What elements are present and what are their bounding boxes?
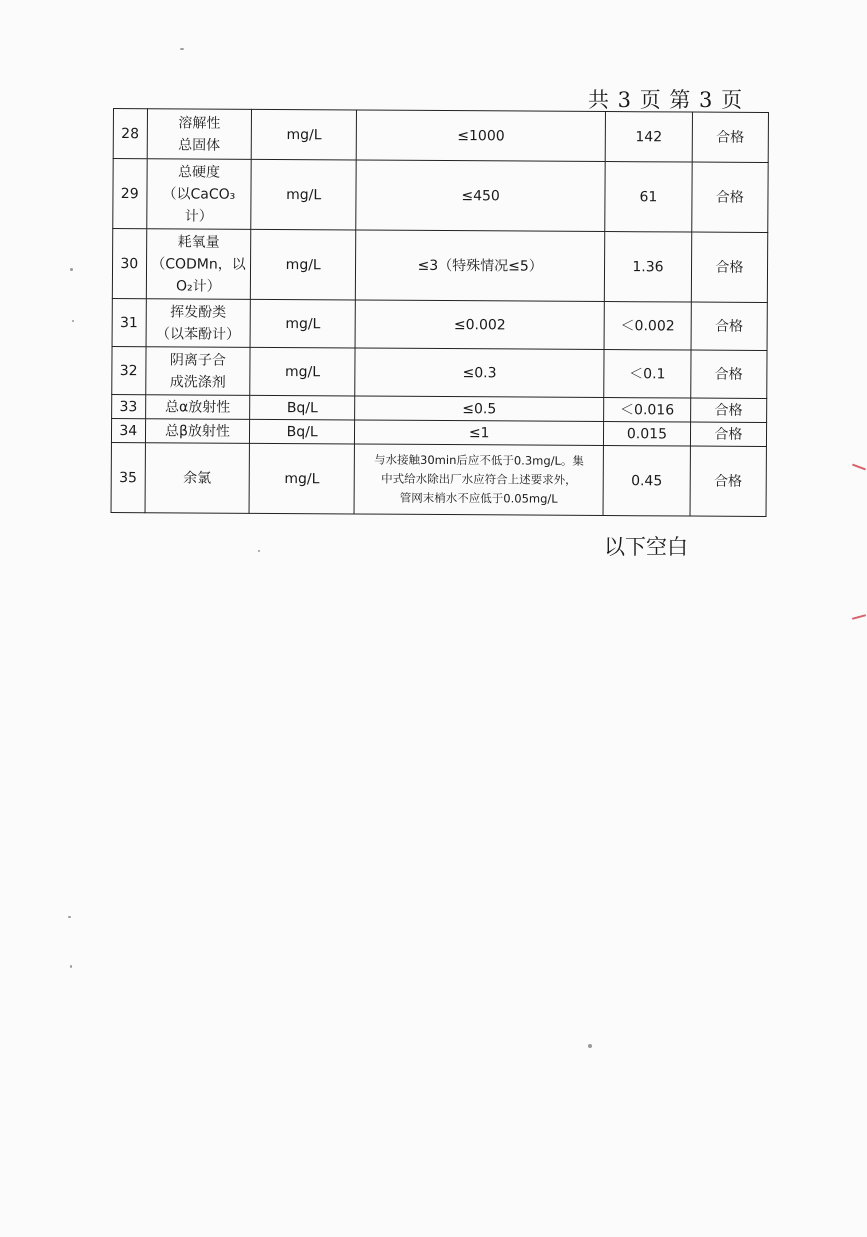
limit-cell [355,396,604,422]
row-number: 33 [112,394,146,418]
test-item [145,395,250,420]
result-cell: 61 [605,162,692,233]
verdict-cell: 合格 [690,446,767,516]
result-cell: ＜0.002 [604,302,691,351]
test-item-line: （CODMn，以 [151,255,246,273]
red-stamp-edge [852,614,866,620]
unit-cell: mg/L [250,299,355,348]
test-results-table [111,108,769,517]
limit-cell [354,444,604,516]
limit-cell-line: 管网末梢水不应低于0.05mg/L [399,490,558,506]
verdict-cell: 合格 [690,422,766,446]
limit-cell-line: ≤1000 [457,127,505,144]
test-item-line: 耗氧量 [177,233,220,251]
test-item [146,159,251,230]
result-cell: 0.45 [603,446,690,517]
limit-cell-line: ≤0.3 [462,364,497,381]
limit-cell-line: ≤3（特殊情况≤5） [417,257,543,275]
table-row [113,159,768,233]
limit-cell-line: ≤0.5 [462,400,497,417]
result-cell: ＜0.016 [604,398,691,423]
unit-cell: mg/L [249,443,354,514]
test-item-line: 成洗涤剂 [169,373,226,391]
red-stamp-edge [852,464,866,471]
row-number: 32 [112,346,146,394]
scan-speck [588,1044,592,1048]
test-item [145,419,250,444]
limit-cell-line: 中式给水除出厂水应符合上述要求外， [381,471,577,487]
limit-cell [356,110,605,162]
verdict-cell: 合格 [690,350,767,398]
table-row [112,346,767,398]
row-number: 30 [112,229,146,299]
limit-cell [355,300,604,350]
test-item [146,229,251,300]
table-row [112,298,767,350]
row-number: 31 [112,298,146,346]
scan-speck [68,916,71,918]
test-item [147,109,252,160]
unit-cell: mg/L [251,229,356,300]
test-item-line: （以苯酚计） [156,325,241,343]
verdict-cell: 合格 [692,112,769,162]
limit-cell [356,160,606,232]
limit-cell [355,420,604,446]
test-item-line: 总固体 [178,136,221,154]
unit-cell: Bq/L [250,419,355,444]
verdict-cell: 合格 [691,162,768,232]
result-cell: ＜0.1 [604,350,691,399]
test-item-line: （以CaCO₃ [162,185,236,203]
unit-cell: Bq/L [250,395,355,420]
row-number: 34 [111,418,145,442]
test-item [145,347,250,396]
test-item-line: 阴离子合 [169,351,226,369]
scan-speck [258,550,260,552]
unit-cell: mg/L [250,347,355,396]
limit-cell-line: 与水接触30min后应不低于0.3mg/L。集 [374,452,584,468]
scan-speck [72,320,74,322]
result-cell: 142 [605,112,692,163]
blank-below-note: 以下空白 [604,535,688,559]
verdict-cell: 合格 [691,232,768,302]
test-item-line: 余氯 [183,469,212,487]
test-item-line: O₂计） [175,277,221,295]
limit-cell [355,348,604,398]
unit-cell: mg/L [252,109,357,160]
verdict-cell: 合格 [691,302,768,350]
result-cell: 0.015 [604,422,691,447]
test-item [146,299,251,348]
test-item-line: 总α放射性 [164,398,231,416]
scan-speck [180,48,184,50]
limit-cell [355,230,605,302]
test-item-line: 总β放射性 [164,422,230,440]
table-row [112,229,767,303]
test-item-line: 溶解性 [178,114,221,132]
row-number: 28 [113,109,147,159]
page-counter: 共 3 页 第 3 页 [588,88,744,112]
test-item-line: 总硬度 [177,163,221,181]
limit-cell-line: ≤0.002 [453,316,506,333]
row-number: 35 [111,442,145,512]
table-row [113,109,768,163]
test-item-line: 挥发酚类 [170,303,227,321]
unit-cell: mg/L [251,159,356,230]
scan-speck [70,965,72,968]
test-item [145,443,250,514]
test-item-line: 计） [184,207,213,225]
scan-speck [70,268,73,271]
verdict-cell: 合格 [690,398,766,422]
table-row [111,442,766,516]
limit-cell-line: ≤450 [461,187,500,204]
limit-cell-line: ≤1 [468,424,490,441]
row-number: 29 [113,159,147,229]
result-cell: 1.36 [605,232,692,303]
